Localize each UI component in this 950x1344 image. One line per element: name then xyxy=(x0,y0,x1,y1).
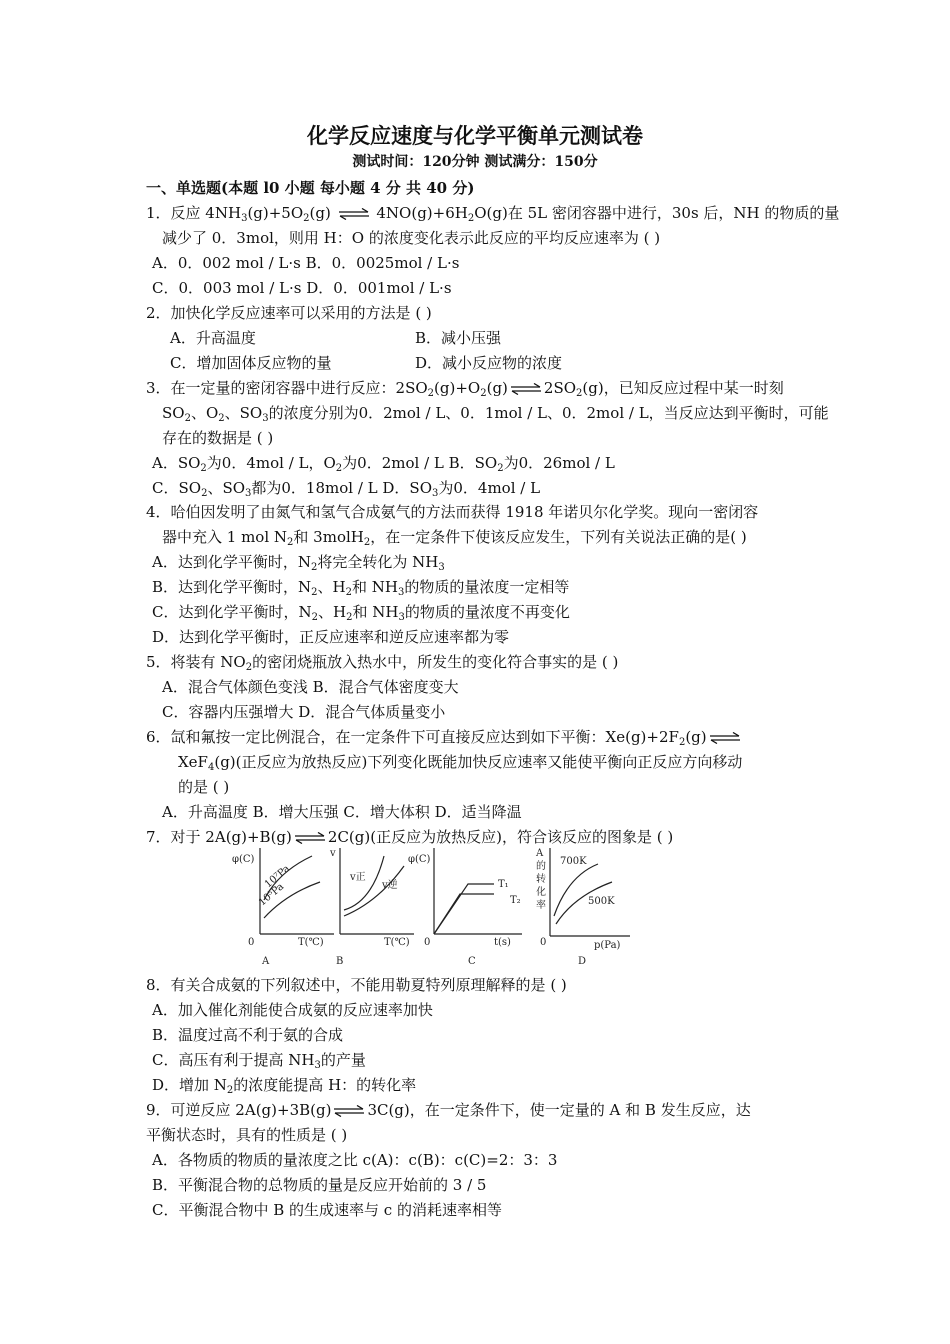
question-8-option-d: D．增加 $N_2$的浓度能提高 H：的转化率 xyxy=(152,1076,417,1096)
question-2-option-d: D．减小反应物的浓度 xyxy=(415,354,563,372)
graph-d-label-1: 700K xyxy=(560,856,587,867)
question-2-stem: 2．加快化学反应速率可以采用的方法是 ( ) xyxy=(146,304,432,322)
question-6-stem-line3: 的是 ( ) xyxy=(178,778,230,796)
question-5-stem: 5．将装有 $NO_2$的密闭烧瓶放入热水中，所发生的变化符合事实的是 ( ) xyxy=(146,653,619,673)
question-1-options-cd: C．0．003 mol / L·s D．0．001mol / L·s xyxy=(152,279,452,297)
page-title: 化学反应速度与化学平衡单元测试卷 xyxy=(307,123,643,148)
question-4-option-a: A．达到化学平衡时，$N_2$将完全转化为 $NH_3$ xyxy=(152,553,445,573)
question-4-option-b: B．达到化学平衡时，$N_2$、$H_2$和 $NH_3$的物质的量浓度一定相等 xyxy=(152,578,570,598)
question-5-options-ab: A．混合气体颜色变浅 B．混合气体密度变大 xyxy=(162,678,459,696)
page-subtitle: 测试时间：120分钟 测试满分：150分 xyxy=(352,154,598,170)
question-2-option-b: B．减小压强 xyxy=(415,329,502,347)
question-7-graphs xyxy=(232,842,632,972)
graph-b-caption: B xyxy=(336,956,344,967)
question-2-option-c: C．增加固体反应物的量 xyxy=(170,354,332,372)
equilibrium-arrow-icon xyxy=(510,383,542,395)
graph-b-xlabel: T(℃) xyxy=(384,937,410,948)
section-heading: 一、单选题(本题 l0 小题 每小题 4 分 共 40 分) xyxy=(146,179,475,197)
question-9-option-a: A．各物质的物质的量浓度之比 c(A)：c(B)：c(C)=2：3：3 xyxy=(152,1151,558,1169)
question-6-options: A．升高温度 B．增大压强 C．增大体积 D．适当降温 xyxy=(162,803,522,821)
question-9-stem: 9．可逆反应 2A(g)+3B(g) 3C(g)，在一定条件下，使一定量的 A 和 B 发生反应，达 xyxy=(146,1101,751,1119)
graph-c xyxy=(408,848,522,967)
graph-c-curve-1 xyxy=(434,884,494,934)
graph-a-label-2: 10⁵Pa xyxy=(256,881,287,909)
graph-a-caption: A xyxy=(262,956,270,967)
graph-b-curve-1 xyxy=(344,856,384,910)
graph-d-caption: D xyxy=(578,956,587,967)
question-8-option-b: B．温度过高不利于氨的合成 xyxy=(152,1026,344,1044)
graph-d xyxy=(535,848,630,967)
graph-d-ylabel-3: 转 xyxy=(536,874,546,885)
question-3-stem: 3．在一定量的密闭容器中进行反应：$2SO_2(g)+O_2(g)$ $2SO_2(g)$，已知反应过程中某一时刻 xyxy=(146,379,784,399)
equilibrium-arrow-icon xyxy=(333,1105,365,1117)
question-5-options-cd: C．容器内压强增大 D．混合气体质量变小 xyxy=(162,703,446,721)
graph-d-ylabel-4: 化 xyxy=(536,887,546,898)
graph-a-ylabel: φ(C) xyxy=(232,854,255,865)
graph-c-curve-2 xyxy=(434,894,494,934)
question-4-option-c: C．达到化学平衡时，$N_2$、$H_2$和 $NH_3$的物质的量浓度不再变化 xyxy=(152,603,570,623)
question-1-stem-line2: 减少了 0．3mol，则用 H：O 的浓度变化表示此反应的平均反应速率为 ( ) xyxy=(162,229,661,247)
question-9-option-b: B．平衡混合物的总物质的量是反应开始前的 3 / 5 xyxy=(152,1176,487,1194)
graph-c-label-2: T₂ xyxy=(510,895,521,906)
question-3-stem-line3: 存在的数据是 ( ) xyxy=(162,429,274,447)
graph-c-xlabel: t(s) xyxy=(494,937,511,948)
question-3-options-cd: C．$SO_2$、$SO_3$都为0．18mol / L D．$SO_3$为0．4mol / L xyxy=(152,479,541,499)
question-8-option-c: C．高压有利于提高 $NH_3$的产量 xyxy=(152,1051,366,1071)
graph-c-ylabel: φ(C) xyxy=(408,854,431,865)
graph-b xyxy=(329,848,414,967)
question-6-stem: 6．氙和氟按一定比例混合，在一定条件下可直接反应达到如下平衡：$Xe(g)+2F_2(g)$ xyxy=(146,726,743,747)
question-2-option-a: A．升高温度 xyxy=(170,329,256,347)
graph-d-xlabel: p(Pa) xyxy=(594,940,621,951)
graph-b-ylabel: v xyxy=(330,848,336,859)
question-3-options-ab: A．$SO_2$为0．4mol / L，$O_2$为0．2mol / L B．$SO_2$为0．26mol / L xyxy=(152,454,615,474)
question-8-option-a: A．加入催化剂能使合成氨的反应速率加快 xyxy=(152,1001,433,1019)
graph-d-origin: 0 xyxy=(540,937,547,948)
question-4-stem-line2: 器中充入 1 mol $N_2$和 3molH$_2$，在一定条件下使该反应发生，下列有关说法正确的是( ) xyxy=(162,528,747,548)
question-8-stem: 8．有关合成氨的下列叙述中，不能用勒夏特列原理解释的是 ( ) xyxy=(146,976,567,994)
graph-c-origin: 0 xyxy=(424,937,431,948)
equilibrium-arrow-icon xyxy=(338,208,370,220)
question-9-option-c: C．平衡混合物中 B 的生成速率与 c 的消耗速率相等 xyxy=(152,1201,502,1219)
graph-d-curve-1 xyxy=(554,864,598,916)
question-4-option-d: D．达到化学平衡时，正反应速率和逆反应速率都为零 xyxy=(152,628,510,646)
graph-a-origin: 0 xyxy=(248,937,255,948)
graph-b-label-1: v正 xyxy=(350,872,366,883)
graph-b-label-2: v逆 xyxy=(382,880,398,891)
question-9-stem-line2: 平衡状态时，具有的性质是 ( ) xyxy=(146,1126,348,1144)
graph-d-ylabel-5: 率 xyxy=(536,900,546,911)
graph-a-xlabel: T(℃) xyxy=(298,937,324,948)
graph-d-ylabel-2: 的 xyxy=(536,861,546,872)
graph-a-label-1: 10⁷Pa xyxy=(262,863,293,891)
question-1-options-ab: A．0．002 mol / L·s B．0．0025mol / L·s xyxy=(152,254,460,272)
question-3-stem-line2: $SO_2$、$O_2$、$SO_3$的浓度分别为0．2mol / L、0．1mol / L、0．2mol / L，当反应达到平衡时，可能 xyxy=(162,404,829,424)
graph-c-label-1: T₁ xyxy=(498,879,509,890)
question-4-stem: 4．哈伯因发明了由氮气和氢气合成氨气的方法而获得 1918 年诺贝尔化学奖。现向一密闭容 xyxy=(146,503,759,521)
graph-d-label-2: 500K xyxy=(588,896,615,907)
graph-c-caption: C xyxy=(468,956,476,967)
question-1-stem: 1．反应 $4NH_3(g)+5O_2(g)$ $4NO(g)+6H_2O(g)$在 5L 密闭容器中进行，30s 后，NH 的物质的量 xyxy=(146,204,840,224)
graph-a xyxy=(232,848,334,967)
equilibrium-arrow-icon xyxy=(709,732,741,744)
graph-d-ylabel-1: A xyxy=(536,848,544,859)
question-6-stem-line2: XeF$_4$(g)(正反应为放热反应)下列变化既能加快反应速率又能使平衡向正反应方向移动 xyxy=(178,753,743,773)
question-7-stem: 7．对于 2A(g)+B(g) 2C(g)(正反应为放热反应)，符合该反应的图象是 ( ) xyxy=(146,828,674,846)
